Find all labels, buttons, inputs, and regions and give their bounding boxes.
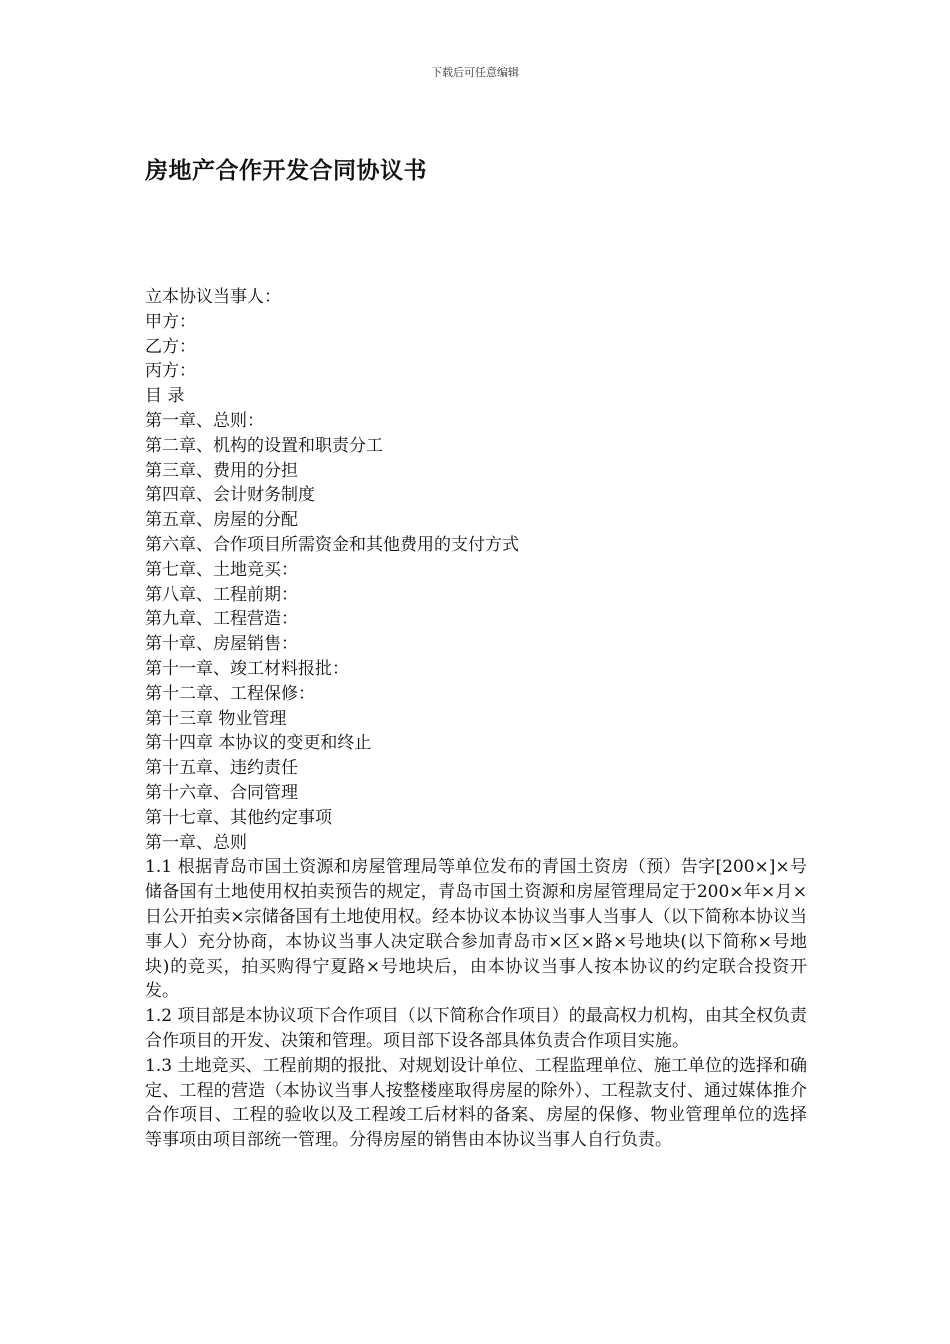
- party-b-line: 乙方：: [145, 336, 196, 357]
- party-a-line: 甲方：: [145, 311, 196, 332]
- toc-item: 第十一章、竣工材料报批：: [145, 658, 349, 679]
- toc-item: 第七章、土地竞买：: [145, 559, 298, 580]
- toc-item: 第十七章、其他约定事项: [145, 807, 332, 828]
- document-body: [145, 285, 807, 1153]
- toc-item: 第一章、总则：: [145, 410, 264, 431]
- toc-item: 第八章、工程前期：: [145, 584, 298, 605]
- clause-1-1: 1.1 根据青岛市国土资源和房屋管理局等单位发布的青国土资房（预）告字[200×]×号储备国有土地使用权拍卖预告的规定，青岛市国土资源和房屋管理局定于200×年×月×日公开拍卖×宗储备国有土地使用权。经本协议本协议当事人当事人（以下简称本协议当事人）充分协商，本协议当事人决定联合参加青岛市×区×路×号地块(以下简称×号地块)的竞买，拍买购得宁夏路×号地块后，由本协议当事人按本协议的约定联合投资开发。: [145, 857, 807, 1002]
- toc-item: 第三章、费用的分担: [145, 460, 298, 481]
- toc-heading: 目 录: [145, 386, 185, 407]
- chapter-1-clauses: [145, 855, 807, 1153]
- chapter-1-heading: 第一章、总则: [145, 832, 247, 853]
- toc-item: 第九章、工程营造：: [145, 609, 298, 630]
- party-c-line: 丙方：: [145, 361, 196, 382]
- toc-item: 第十章、房屋销售：: [145, 634, 298, 655]
- page-header-note: 下载后可任意编辑: [431, 66, 519, 79]
- toc-item: 第十六章、合同管理: [145, 782, 298, 803]
- document-title: 房地产合作开发合同协议书: [145, 158, 427, 184]
- table-of-contents: [145, 409, 807, 831]
- toc-item: 第五章、房屋的分配: [145, 510, 298, 531]
- toc-item: 第十二章、工程保修：: [145, 683, 315, 704]
- clause-1-3: 1.3 土地竞买、工程前期的报批、对规划设计单位、工程监理单位、施工单位的选择和确定、工程的营造（本协议当事人按整楼座取得房屋的除外）、工程款支付、通过媒体推介合作项目、工程的验收以及工程竣工后材料的备案、房屋的保修、物业管理单位的选择等事项由项目部统一管理。分得房屋的销售由本协议当事人自行负责。: [145, 1055, 807, 1151]
- toc-item: 第十三章 物业管理: [145, 708, 287, 729]
- toc-item: 第四章、会计财务制度: [145, 485, 315, 506]
- toc-item: 第十五章、违约责任: [145, 758, 298, 779]
- intro-parties-line: 立本协议当事人：: [145, 287, 281, 307]
- toc-item: 第二章、机构的设置和职责分工: [145, 435, 383, 456]
- toc-item: 第十四章 本协议的变更和终止: [145, 733, 372, 754]
- clause-1-2: 1.2 项目部是本协议项下合作项目（以下简称合作项目）的最高权力机构，由其全权负责合作项目的开发、决策和管理。项目部下设各部具体负责合作项目实施。: [145, 1006, 807, 1051]
- toc-item: 第六章、合作项目所需资金和其他费用的支付方式: [145, 534, 519, 555]
- intro-section: [145, 285, 807, 384]
